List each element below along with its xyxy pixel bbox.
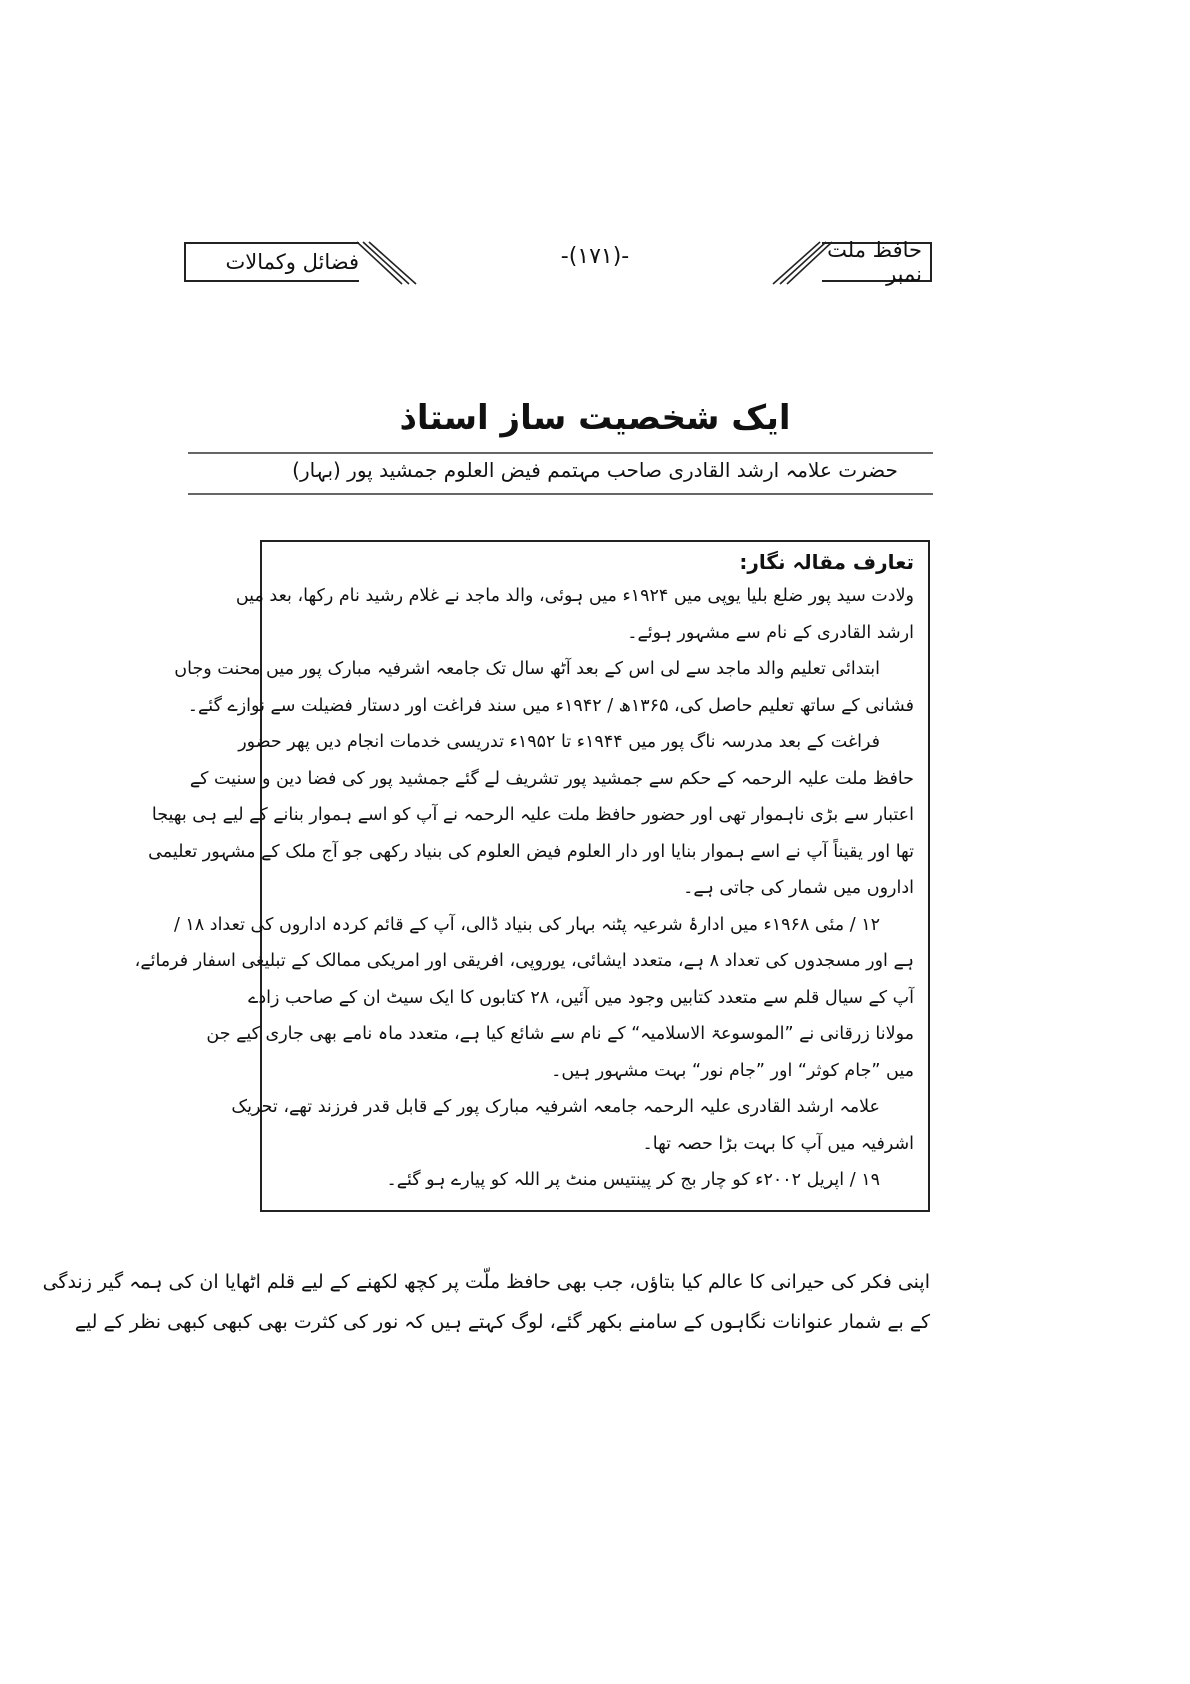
bio-heading: تعارف مقالہ نگار: xyxy=(739,550,914,574)
bio-line: اعتبار سے بڑی ناہموار تھی اور حضور حافظ ملت علیہ الرحمہ نے آپ کو اسے ہموار بنانے کے لیے ہی بھیجا xyxy=(151,805,914,825)
author-bio-box xyxy=(134,540,930,1212)
bio-line: ۱۲ / مئی ۱۹۶۸ء میں ادارۂ شرعیہ پٹنہ بہار کی بنیاد ڈالی، آپ کے قائم کردہ اداروں کی تعداد ۱۸ / xyxy=(173,914,880,935)
bio-line: علامہ ارشد القادری علیہ الرحمہ جامعہ اشرفیہ مبارک پور کے قابل قدر فرزند تھے، تحریک xyxy=(231,1097,880,1117)
header-issue-label-box xyxy=(822,238,932,286)
page-number: -(۱۷۱)- xyxy=(560,244,630,269)
bio-line: فراغت کے بعد مدرسہ ناگ پور میں ۱۹۴۴ء تا ۱۹۵۲ء تدریسی خدمات انجام دیں پھر حضور xyxy=(238,732,880,752)
bio-line: اداروں میں شمار کی جاتی ہے۔ xyxy=(683,878,914,898)
article-title: ایک شخصیت ساز استاذ xyxy=(399,398,791,438)
body-line: اپنی فکر کی حیرانی کا عالم کیا بتاؤں، جب بھی حافظ ملّت پر کچھ لکھنے کے لیے قلم اٹھایا ان کی ہمہ گیر زندگی xyxy=(42,1271,930,1293)
bio-line: ارشد القادری کے نام سے مشہور ہوئے۔ xyxy=(627,622,914,643)
bio-line: ۱۹ / اپریل ۲۰۰۲ء کو چار بج کر پینتیس منٹ پر اللہ کو پیارے ہو گئے۔ xyxy=(386,1170,880,1190)
title-divider xyxy=(188,452,933,454)
bio-line: فشانی کے ساتھ تعلیم حاصل کی، ۱۳۶۵ھ / ۱۹۴۲ء میں سند فراغت اور دستار فضیلت سے نوازے گئے۔ xyxy=(187,695,914,716)
bio-line: تھا اور یقیناً آپ نے اسے ہموار بنایا اور دار العلوم فیض العلوم کی بنیاد رکھی جو آج ملک کے مشہور تعلیمی xyxy=(148,841,914,862)
article-author: حضرت علامہ ارشد القادری صاحب مہتمم فیض العلوم جمشید پور (بہار) xyxy=(292,458,898,482)
bio-line: مولانا زرقانی نے ”الموسوعۃ الاسلامیہ“ کے نام سے شائع کیا ہے، متعدد ماہ نامے بھی جاری کیے جن xyxy=(206,1024,914,1044)
bio-line: حافظ ملت علیہ الرحمہ کے حکم سے جمشید پور تشریف لے گئے جمشید پور کی فضا دین و سنیت کے xyxy=(189,768,914,789)
article-body xyxy=(42,1262,930,1342)
header-issue-label: حافظ ملت نمبر xyxy=(827,238,922,286)
body-line: کے بے شمار عنوانات نگاہوں کے سامنے بکھر گئے، لوگ کہتے ہیں کہ نور کی کثرت بھی کبھی کبھی نظر کے لیے xyxy=(74,1311,930,1333)
bio-line: آپ کے سیال قلم سے متعدد کتابیں وجود میں آئیں، ۲۸ کتابوں کا ایک سیٹ ان کے صاحب زادے xyxy=(248,987,914,1008)
bio-line: ولادت سید پور ضلع بلیا یوپی میں ۱۹۲۴ء میں ہوئی، والد ماجد نے غلام رشید نام رکھا، بعد میں xyxy=(235,586,914,606)
header-section-label: فضائل وکمالات xyxy=(225,250,359,274)
bio-line: میں ”جام کوثر“ اور ”جام نور“ بہت مشہور ہیں۔ xyxy=(551,1060,914,1081)
author-divider xyxy=(188,493,933,495)
bio-line: ہے اور مسجدوں کی تعداد ۸ ہے، متعدد ایشائی، یوروپی، افریقی اور امریکی ممالک کے تبلیغی اسفار فرمائے، xyxy=(134,951,914,971)
bio-line: اشرفیہ میں آپ کا بہت بڑا حصہ تھا۔ xyxy=(642,1133,914,1154)
bio-line: ابتدائی تعلیم والد ماجد سے لی اس کے بعد آٹھ سال تک جامعہ اشرفیہ مبارک پور میں محنت وجاں xyxy=(174,659,880,679)
